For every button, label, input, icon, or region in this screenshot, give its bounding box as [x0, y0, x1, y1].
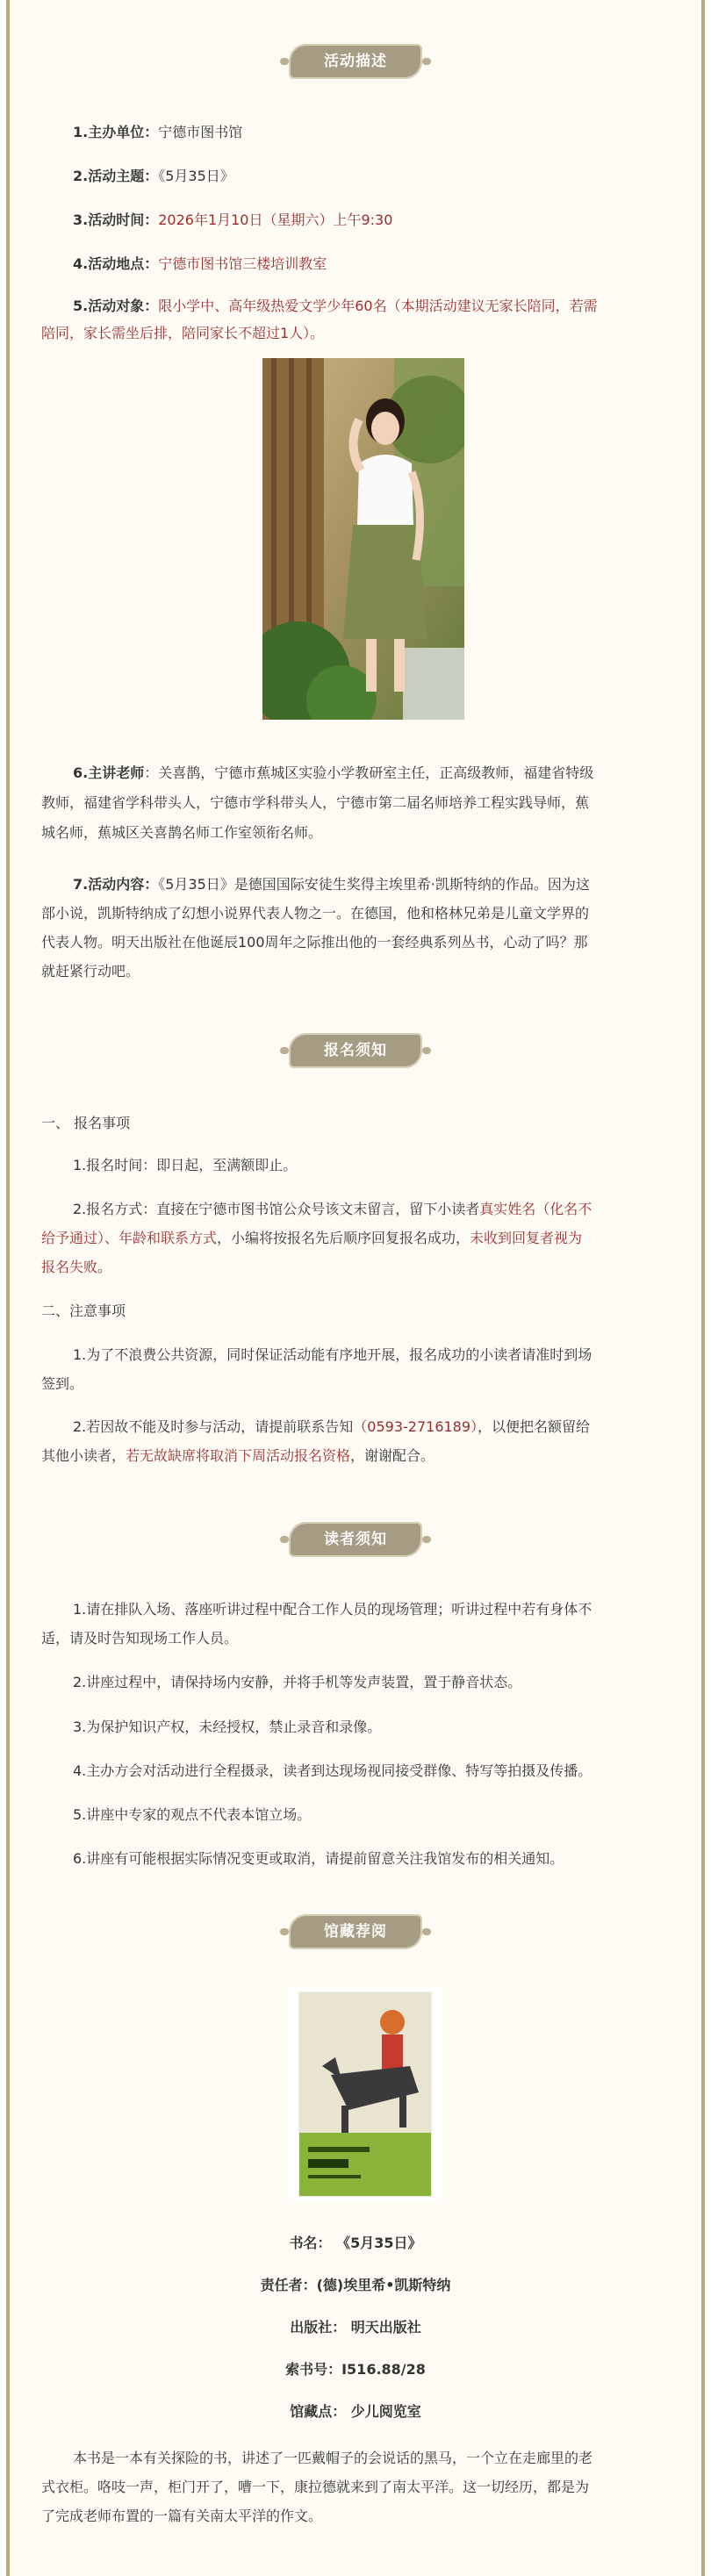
organizer-label: 1.主办单位：	[73, 124, 159, 140]
content-line-4: 就赶紧行动吧。	[41, 963, 140, 979]
book-location-line: 馆藏点： 少儿阅览室	[290, 2403, 421, 2420]
section-badge-activity: 活动描述	[289, 44, 422, 79]
signup-method-text-2: ，小编将按报名先后顺序回复报名成功，	[217, 1230, 470, 1246]
book-cover-image	[287, 1987, 443, 2201]
time-value: 2026年1月10日（星期六）上午9:30	[158, 212, 393, 228]
signup-method-line-3	[41, 1253, 111, 1281]
content-line-2: 部小说，凯斯特纳成了幻想小说界代表人物之一。在德国，他和格林兄弟是儿童文学界的	[41, 905, 590, 922]
book-desc-line-3: 了完成老师布置的一篇有关南太平洋的作文。	[41, 2508, 323, 2524]
section-badge-reader: 读者须知	[289, 1522, 422, 1557]
article-frame	[6, 0, 705, 2576]
target-line-2: 陪同，家长需坐后排，陪同家长不超过1人）。	[41, 325, 325, 341]
time-label: 3.活动时间：	[73, 212, 159, 228]
signup-method-red-3: 未收到回复者视为	[470, 1230, 583, 1246]
content-line-1	[73, 871, 590, 898]
notice-1-line-1: 1.为了不浪费公共资源，同时保证活动能有序地开展，报名成功的小读者请准时到场	[73, 1346, 592, 1363]
speaker-photo-image	[262, 358, 464, 720]
signup-method-red-1: 真实姓名（化名不	[479, 1201, 592, 1217]
signup-method-line-2	[41, 1224, 582, 1252]
book-publisher-line: 出版社： 明天出版社	[290, 2319, 421, 2336]
reader-rule-6: 6.讲座有可能根据实际情况变更或取消，请提前留意关注我馆发布的相关通知。	[73, 1850, 564, 1867]
signup-method-end: 。	[97, 1259, 112, 1275]
place-label: 4.活动地点：	[73, 255, 159, 272]
notice-2-red: 若无故缺席将取消下周活动报名资格	[126, 1447, 351, 1464]
target-line-1	[73, 292, 598, 319]
content-line-3: 代表人物。明天出版社在他诞辰100周年之际推出他的一套经典系列丛书，心动了吗？那	[41, 934, 588, 951]
place-line	[73, 250, 327, 277]
notice-2-text-4: ，谢谢配合。	[350, 1447, 435, 1464]
target-value-1: 限小学中、高年级热爱文学少年60名（本期活动建议无家长陪同，若需	[158, 298, 598, 314]
content-text-1: 《5月35日》是德国国际安徒生奖得主埃里希·凯斯特纳的作品。因为这	[158, 876, 590, 893]
book-desc-line-1: 本书是一本有关探险的书，讲述了一匹戴帽子的会说话的黑马，一个立在走廊里的老	[73, 2450, 593, 2466]
book-author-line: 责任者：(德)埃里希•凯斯特纳	[260, 2277, 451, 2293]
reader-rule-2: 2.讲座过程中，请保持场内安静，并将手机等发声装置，置于静音状态。	[73, 1674, 522, 1690]
teacher-text-1: ：关喜鹊，宁德市蕉城区实验小学教研室主任，正高级教师，福建省特级	[144, 764, 594, 781]
reader-rule-4: 4.主办方会对活动进行全程摄录，读者到达现场视同接受群像、特写等拍摄及传播。	[73, 1762, 592, 1779]
time-line	[73, 206, 392, 233]
notice-2-line-1	[73, 1413, 590, 1440]
signup-heading-2: 二、注意事项	[41, 1302, 126, 1319]
notice-1-line-2: 签到。	[41, 1375, 84, 1392]
teacher-line-3: 城名师，蕉城区关喜鹊名师工作室领衔名师。	[41, 824, 323, 841]
notice-2-line-2	[41, 1442, 434, 1469]
notice-2-text-2: ，以便把名额留给	[478, 1418, 591, 1435]
reader-rule-1-line-2: 适，请及时告知现场工作人员。	[41, 1630, 239, 1647]
signup-method-line-1	[73, 1195, 592, 1223]
teacher-line-2: 教师，福建省学科带头人，宁德市学科带头人，宁德市第二届名师培养工程实践导师，蕉	[41, 794, 590, 811]
teacher-label: 6.主讲老师	[73, 764, 145, 781]
notice-2-text-1: 2.若因故不能及时参与活动，请提前联系告知	[73, 1418, 354, 1435]
signup-time-line: 1.报名时间：即日起，至满额即止。	[73, 1157, 298, 1173]
book-callno-line: 索书号：I516.88/28	[285, 2361, 426, 2378]
signup-method-red-4: 报名失败	[41, 1259, 98, 1275]
notice-2-text-3: 其他小读者，	[41, 1447, 126, 1464]
organizer-line	[73, 118, 242, 146]
section-badge-signup: 报名须知	[289, 1033, 422, 1068]
book-cover	[287, 1987, 443, 2201]
book-desc-line-2: 式衣柜。咯吱一声，柜门开了，嘈一下，康拉德就来到了南太平洋。这一切经历，都是为	[41, 2479, 590, 2495]
theme-line	[73, 162, 234, 190]
section-badge-recommend: 馆藏荐阅	[289, 1914, 422, 1949]
theme-label: 2.活动主题：	[73, 168, 159, 184]
content-label: 7.活动内容：	[73, 876, 159, 893]
signup-heading-1: 一、 报名事项	[41, 1115, 131, 1131]
reader-rule-5: 5.讲座中专家的观点不代表本馆立场。	[73, 1806, 312, 1823]
theme-value: 《5月35日》	[158, 168, 234, 184]
speaker-photo	[262, 358, 464, 720]
target-label: 5.活动对象：	[73, 298, 159, 314]
reader-rule-1-line-1: 1.请在排队入场、落座听讲过程中配合工作人员的现场管理；听讲过程中若有身体不	[73, 1601, 592, 1618]
notice-2-phone: （0593-2716189）	[353, 1418, 478, 1435]
teacher-line-1	[73, 759, 593, 786]
organizer-value: 宁德市图书馆	[158, 124, 243, 140]
signup-method-red-2: 给予通过）、年龄和联系方式	[41, 1230, 218, 1246]
book-title-line: 书名： 《5月35日》	[289, 2235, 422, 2251]
reader-rule-3: 3.为保护知识产权，未经授权，禁止录音和录像。	[73, 1719, 382, 1735]
place-value: 宁德市图书馆三楼培训教室	[158, 255, 327, 272]
signup-method-text-1: 2.报名方式：直接在宁德市图书馆公众号该文末留言，留下小读者	[73, 1201, 480, 1217]
